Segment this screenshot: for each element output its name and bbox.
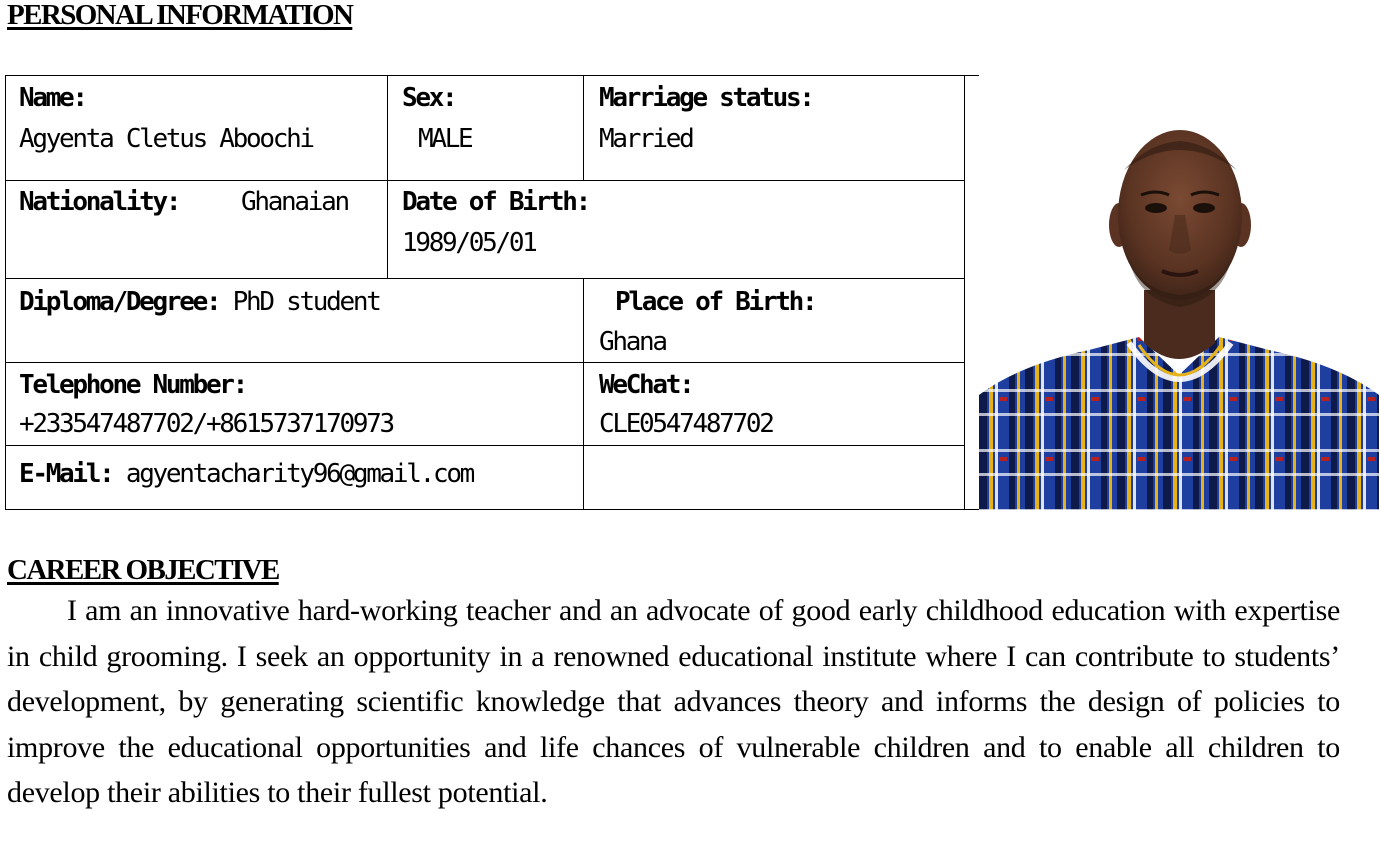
diploma-value: PhD student xyxy=(232,287,380,317)
personal-information-heading: PERSONAL INFORMATION xyxy=(7,0,353,31)
diploma-label: Diploma/Degree: xyxy=(19,287,220,317)
wechat-label: WeChat: xyxy=(599,370,693,400)
career-objective-heading: CAREER OBJECTIVE xyxy=(7,554,279,586)
name-value: Agyenta Cletus Aboochi xyxy=(19,124,313,154)
table-row-divider xyxy=(5,180,965,181)
table-col-divider xyxy=(583,75,584,181)
table-row-divider xyxy=(5,445,965,446)
table-bottom-border xyxy=(5,509,979,510)
name-label: Name: xyxy=(19,83,86,113)
email-label: E-Mail: xyxy=(19,459,113,489)
place-of-birth-value: Ghana xyxy=(599,327,666,357)
nationality-value: Ghanaian xyxy=(241,187,348,217)
table-right-border xyxy=(964,75,965,510)
sex-value: MALE xyxy=(418,124,472,154)
table-row-divider xyxy=(5,278,965,279)
table-top-border xyxy=(5,75,979,76)
wechat-value: CLE0547487702 xyxy=(599,409,773,439)
email-value: agyentacharity96@gmail.com xyxy=(125,459,474,489)
date-of-birth-value: 1989/05/01 xyxy=(402,228,536,258)
marriage-status-value: Married xyxy=(599,124,693,154)
email-cell xyxy=(19,454,473,494)
date-of-birth-label: Date of Birth: xyxy=(402,187,589,217)
table-col-divider xyxy=(387,75,388,279)
career-objective-text: I am an innovative hard-working teacher and an advocate of good early childhood education with expertise in child grooming. I seek an opportunity in a renowned educational institute where I can contribute to students’ development, by generating scientific knowledge that advances theory and informs the design of policies to improve the educational opportunities and life chances of vulnerable children and to enable all children to develop their abilities to their fullest potential. xyxy=(7,594,1340,810)
marriage-status-label: Marriage status: xyxy=(599,83,813,113)
sex-label: Sex: xyxy=(402,83,456,113)
table-row-divider xyxy=(5,362,965,363)
nationality-label: Nationality: xyxy=(19,187,180,217)
portrait-photo xyxy=(979,75,1379,510)
table-left-border xyxy=(5,75,6,510)
telephone-value: +233547487702/+8615737170973 xyxy=(19,409,393,439)
diploma-cell xyxy=(19,282,380,322)
telephone-label: Telephone Number: xyxy=(19,370,247,400)
table-col-divider xyxy=(583,278,584,510)
place-of-birth-label: Place of Birth: xyxy=(615,287,816,317)
